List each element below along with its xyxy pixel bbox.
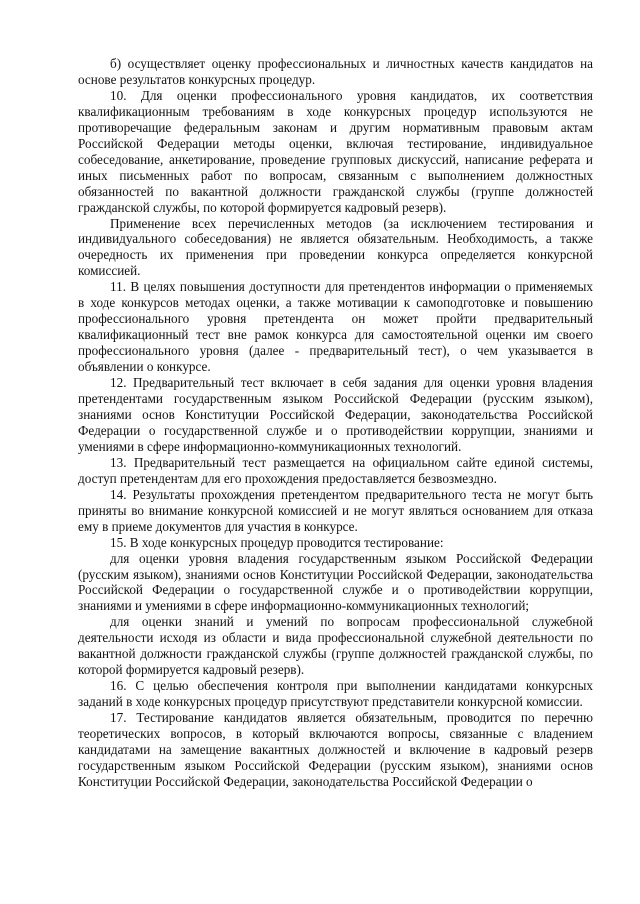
- paragraph-16-control: 16. С целью обеспечения контроля при выполнении кандидатами конкурсных заданий в ходе конкурсных процедур присутствуют представители конкурсной комиссии.: [78, 678, 593, 710]
- paragraph-12-test-content: 12. Предварительный тест включает в себя задания для оценки уровня владения претендентами государственным языком Российской Федерации (русским языком), знаниями основ Конституции Российской Федерации, законодательства Российской Федерации о государственной службе и о противодействии коррупции, знаниями и умениями в сфере информационно-коммуникационных технологий.: [78, 375, 593, 454]
- paragraph-14-test-results: 14. Результаты прохождения претендентом предварительного теста не могут быть приняты во внимание конкурсной комиссией и не могут являться основанием для отказа ему в приеме документов для участия в конкурсе.: [78, 486, 593, 534]
- paragraph-17-mandatory-testing: 17. Тестирование кандидатов является обязательным, проводится по перечню теоретических вопросов, в который включаются вопросы, связанные с владением кандидатами на замещение вакантных должностей и включение в кадровый резерв государственным языком Российской Федерации (русским языком), знаниями основ Конституции Российской Федерации, законодательства Российской Федерации о: [78, 710, 593, 789]
- paragraph-13-test-placement: 13. Предварительный тест размещается на официальном сайте единой системы, доступ претендентам для его прохождения предоставляется безвозмездно.: [78, 454, 593, 486]
- paragraph-b-assessment: б) осуществляет оценку профессиональных и личностных качеств кандидатов на основе результатов конкурсных процедур.: [78, 56, 593, 87]
- paragraph-10-methods: 10. Для оценки профессионального уровня кандидатов, их соответствия квалификационным требованиям в ходе конкурсных процедур используются не противоречащие федеральным законам и другим нормативным правовым актам Российской Федерации методы оценки, включая тестирование, индивидуальное собеседование, анкетирование, проведение групповых дискуссий, написание реферата и иных письменных работ по вопросам, связанным с выполнением должностных обязанностей по вакантной должности гражданской службы (группе должностей гражданской службы, по которой формируется кадровый резерв).: [78, 87, 593, 215]
- paragraph-11-preliminary-test: 11. В целях повышения доступности для претендентов информации о применяемых в ходе конкурсов методах оценки, а также мотивации к самоподготовке и повышению профессионального уровня претендента он может пройти предварительный квалификационный тест вне рамок конкурса для самостоятельной оценки им своего профессионального уровня (далее - предварительный тест), о чем указывается в объявлении о конкурсе.: [78, 279, 593, 375]
- document-body: [78, 56, 593, 790]
- paragraph-methods-application: Применение всех перечисленных методов (за исключением тестирования и индивидуального собеседования) не является обязательным. Необходимость, а также очередность их применения при проведении конкурса определяется конкурсной комиссией.: [78, 215, 593, 279]
- paragraph-15-testing: 15. В ходе конкурсных процедур проводится тестирование:: [110, 534, 444, 550]
- paragraph-15-item-language: для оценки уровня владения государственным языком Российской Федерации (русским языком), знаниями основ Конституции Российской Федерации, законодательства Российской Федерации о государственной службе и о противодействии коррупции, знаниями и умениями в сфере информационно-коммуникационных технологий;: [78, 550, 593, 614]
- paragraph-15-item-professional: для оценки знаний и умений по вопросам профессиональной служебной деятельности исходя из области и вида профессиональной служебной деятельности по вакантной должности гражданской службы (группе должностей гражданской службы, по которой формируется кадровый резерв).: [78, 614, 593, 678]
